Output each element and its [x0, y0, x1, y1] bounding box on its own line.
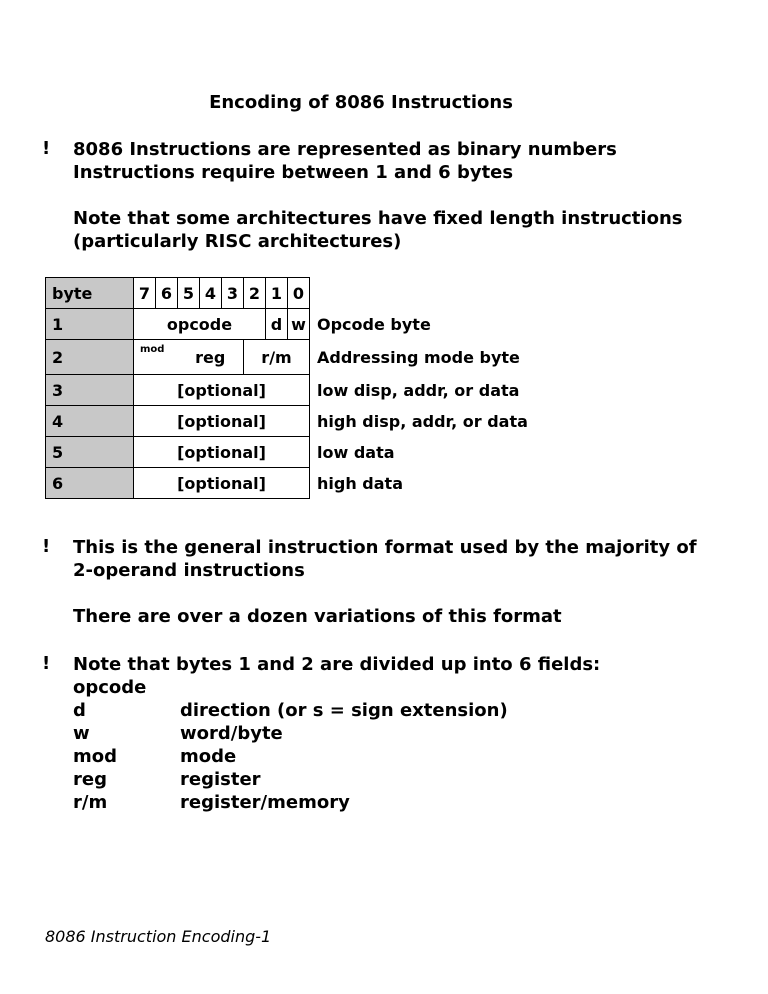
table-row [46, 406, 529, 437]
byte-header: byte [46, 278, 134, 309]
w-field: w [288, 309, 310, 340]
d-field: d [266, 309, 288, 340]
field-key: d [73, 700, 86, 721]
note-line: (particularly RISC architectures) [73, 231, 402, 252]
bit-header: 3 [222, 278, 244, 309]
optional-field: [optional] [134, 406, 310, 437]
bit-header: 6 [156, 278, 178, 309]
row-description: high disp, addr, or data [317, 411, 528, 431]
page-title [0, 92, 768, 113]
row-description: low disp, addr, or data [317, 380, 520, 400]
encoding-table [45, 277, 529, 499]
byte-number: 3 [46, 375, 134, 406]
field-desc: register [180, 769, 261, 790]
table-row [46, 340, 529, 375]
field-key: opcode [73, 677, 147, 698]
rm-field: r/m [244, 340, 310, 375]
bit-header: 0 [288, 278, 310, 309]
field-desc: direction (or s = sign extension) [180, 700, 508, 721]
reg-field: reg [178, 340, 244, 375]
optional-field: [optional] [134, 437, 310, 468]
general-paragraph [73, 536, 697, 628]
row-description: low data [317, 442, 395, 462]
general-line: 2-operand instructions [73, 560, 305, 581]
byte-number: 5 [46, 437, 134, 468]
bullet-marker: ! [42, 653, 51, 674]
table-row [46, 437, 529, 468]
field-key: mod [73, 746, 118, 767]
byte-number: 2 [46, 340, 134, 375]
table-row [46, 375, 529, 406]
byte-number: 1 [46, 309, 134, 340]
field-row [73, 791, 508, 814]
row-description: Opcode byte [317, 314, 431, 334]
intro-line: Instructions require between 1 and 6 bytes [73, 162, 514, 183]
desc-cell [310, 278, 529, 309]
intro-line: 8086 Instructions are represented as binary numbers [73, 139, 617, 160]
bit-header: 1 [266, 278, 288, 309]
optional-field: [optional] [134, 468, 310, 499]
table-header-row [46, 278, 529, 309]
bit-header: 7 [134, 278, 156, 309]
field-key: reg [73, 769, 107, 790]
field-row [73, 722, 508, 745]
field-desc: register/memory [180, 792, 350, 813]
field-row [73, 699, 508, 722]
general-line: This is the general instruction format used by the majority of [73, 537, 697, 558]
variations-line: There are over a dozen variations of this format [73, 606, 562, 627]
spacer [73, 184, 682, 207]
opcode-field: opcode [134, 309, 266, 340]
field-row [73, 745, 508, 768]
title-text: Encoding of 8086 Instructions [209, 92, 513, 113]
table-row [46, 468, 529, 499]
spacer [73, 582, 697, 605]
bit-header: 2 [244, 278, 266, 309]
optional-field: [optional] [134, 375, 310, 406]
row-description: high data [317, 473, 403, 493]
byte-number: 6 [46, 468, 134, 499]
bit-header: 4 [200, 278, 222, 309]
table-row [46, 309, 529, 340]
field-row [73, 676, 508, 699]
bit-header: 5 [178, 278, 200, 309]
row-description: Addressing mode byte [317, 347, 520, 367]
byte-number: 4 [46, 406, 134, 437]
fields-list [73, 676, 508, 814]
field-key: w [73, 723, 90, 744]
bullet-marker: ! [42, 536, 51, 557]
mod-field: mod [134, 340, 178, 375]
note-line: Note that some architectures have fixed length instructions [73, 208, 683, 229]
fields-intro: Note that bytes 1 and 2 are divided up into 6 fields: [73, 654, 601, 675]
field-desc: mode [180, 746, 237, 767]
page-footer: 8086 Instruction Encoding-1 [45, 927, 272, 946]
intro-paragraph [73, 138, 682, 253]
field-row [73, 768, 508, 791]
field-key: r/m [73, 792, 108, 813]
field-desc: word/byte [180, 723, 283, 744]
bullet-marker: ! [42, 138, 51, 159]
